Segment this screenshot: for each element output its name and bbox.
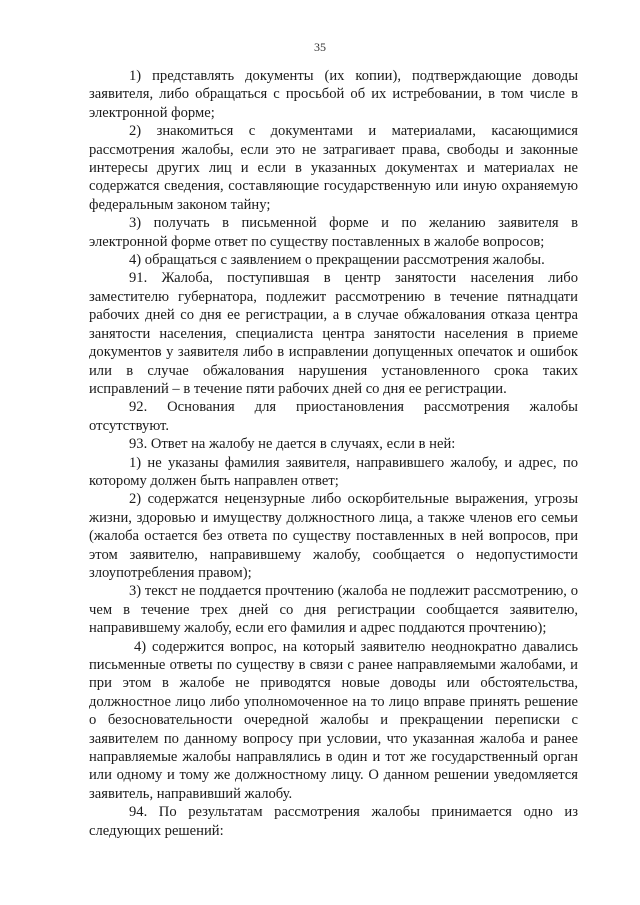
paragraph-93-case-4: 4) содержится вопрос, на который заявителю неоднократно давались письменные ответы по существу в связи с ранее направляемыми жалобами, и при этом в жалобе не приводятся новые доводы или обстоятельства, должностное лицо либо уполномоченное на то лицо вправе принять решение о безосновательности очередной жалобы и прекращении переписки с заявителем по данному вопросу при условии, что указанная жалоба и ранее направляемые жалобы направлялись в один и тот же государственный орган или одному и тому же должностному лицу. О данном решении уведомляется заявитель, направивший жалобу. — [89, 638, 578, 802]
paragraph-93-case-2: 2) содержатся нецензурные либо оскорбительные выражения, угрозы жизни, здоровью и имуществу должностного лица, а также членов его семьи (жалоба остается без ответа по существу поставленных в ней вопросов, при этом заявителю, направившему жалобу, сообщается о недопустимости злоупотребления правом); — [89, 491, 578, 581]
paragraph-94: 94. По результатам рассмотрения жалобы принимается одно из следующих решений: — [89, 804, 578, 839]
paragraph-92: 92. Основания для приостановления рассмотрения жалобы отсутствуют. — [89, 399, 578, 434]
paragraph-91: 91. Жалоба, поступившая в центр занятости населения либо заместителю губернатора, подлежит рассмотрению в течение пятнадцати рабочих дней со дня ее регистрации, а в случае обжалования отказа центра занятости населения, специалиста центра занятости населения в приеме документов у заявителя либо в исправлении допущенных опечаток и ошибок или в случае обжалования нарушения установленного срока таких исправлений – в течение пяти рабочих дней со дня ее регистрации. — [89, 270, 578, 397]
paragraph-93: 93. Ответ на жалобу не дается в случаях, если в ней: — [129, 436, 456, 453]
paragraph-93-case-1: 1) не указаны фамилия заявителя, направившего жалобу, и адрес, по которому должен быть направлен ответ; — [89, 454, 578, 489]
paragraph-right-2: 2) знакомиться с документами и материалами, касающимися рассмотрения жалобы, если это не затрагивает права, свободы и законные интересы других лиц и если в указанных документах и материалах не содержатся сведения, составляющие государственную или иную охраняемую федеральным законом тайну; — [89, 123, 578, 213]
paragraph-93-case-3: 3) текст не поддается прочтению (жалоба не подлежит рассмотрению, о чем в течение трех дней со дня регистрации сообщается заявителю, направившему жалобу, если его фамилия и адрес поддаются прочтению); — [89, 583, 578, 637]
paragraph-right-3: 3) получать в письменной форме и по желанию заявителя в электронной форме ответ по существу поставленных в жалобе вопросов; — [89, 215, 578, 250]
paragraph-right-4: 4) обращаться с заявлением о прекращении рассмотрения жалобы. — [129, 252, 545, 269]
document-body — [89, 67, 578, 840]
paragraph-right-1: 1) представлять документы (их копии), подтверждающие доводы заявителя, либо обращаться с просьбой об их истребовании, в том числе в электронной форме; — [89, 68, 578, 121]
page-number: 35 — [314, 40, 326, 54]
